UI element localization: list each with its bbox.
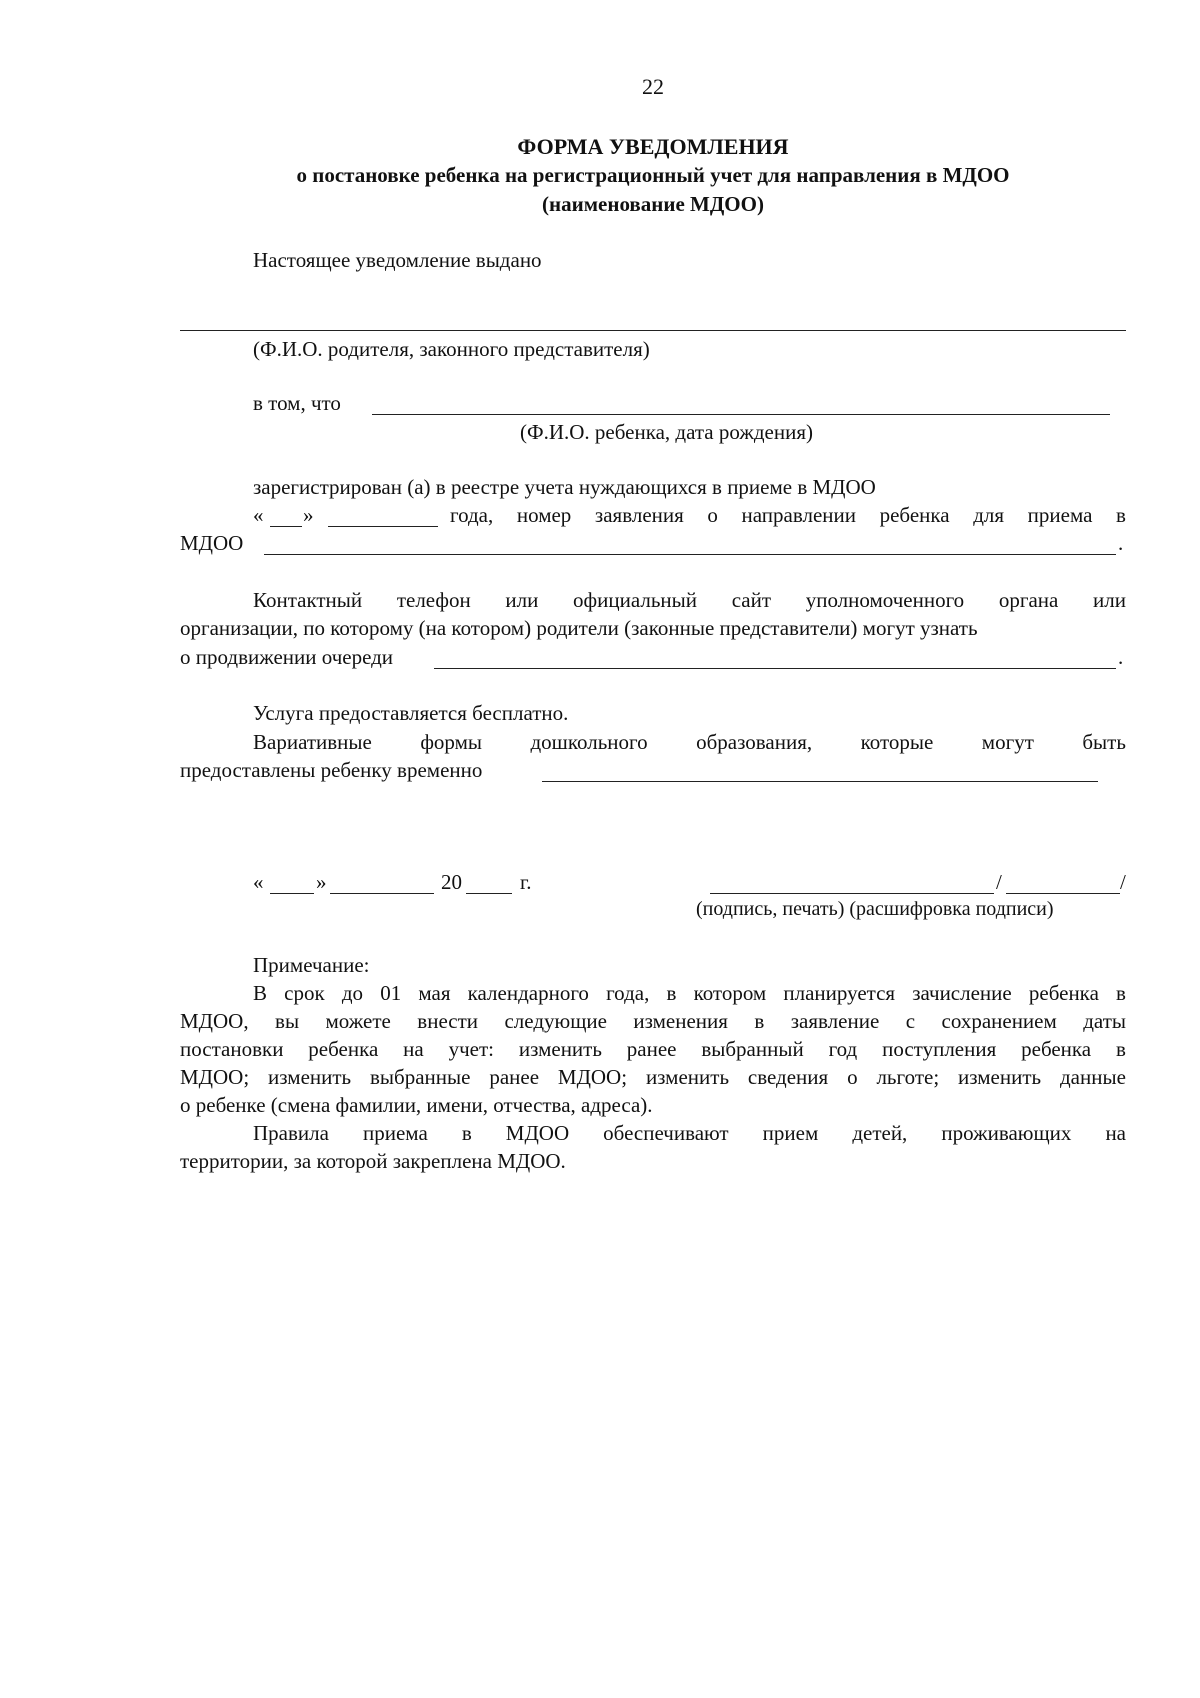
note-para1-line1: В срок до 01 мая календарного года, в котором планируется зачисление ребенка в bbox=[253, 981, 1126, 1005]
child-prefix: в том, что bbox=[253, 391, 341, 415]
parent-name-caption: (Ф.И.О. родителя, законного представителя) bbox=[253, 337, 650, 361]
date-year-prefix: 20 bbox=[441, 870, 462, 894]
reg-quote-open: « bbox=[253, 503, 264, 527]
note-heading: Примечание: bbox=[253, 953, 370, 977]
parent-name-field[interactable] bbox=[180, 330, 1126, 331]
date-quote-close: » bbox=[316, 870, 327, 894]
issued-to-label: Настоящее уведомление выдано bbox=[253, 248, 542, 272]
reg-mdoo-label: МДОО bbox=[180, 531, 244, 555]
date-year-suffix: г. bbox=[520, 870, 532, 894]
contact-queue-label: о продвижении очереди bbox=[180, 645, 394, 669]
service-free: Услуга предоставляется бесплатно. bbox=[253, 701, 569, 725]
variative-forms-field[interactable] bbox=[542, 781, 1098, 782]
signature-caption: (подпись, печать) (расшифровка подписи) bbox=[696, 898, 1054, 920]
signature-field[interactable] bbox=[710, 893, 994, 894]
date-month-field[interactable] bbox=[330, 893, 434, 894]
signature-slash-1: / bbox=[996, 870, 1002, 894]
signature-decoding-field[interactable] bbox=[1006, 893, 1120, 894]
reg-quote-close: » bbox=[303, 503, 314, 527]
contact-field[interactable] bbox=[434, 668, 1116, 669]
date-quote-open: « bbox=[253, 870, 264, 894]
child-name-caption: (Ф.И.О. ребенка, дата рождения) bbox=[520, 420, 813, 444]
note-para2-line1: Правила приема в МДОО обеспечивают прием детей, проживающих на bbox=[253, 1121, 1126, 1145]
variative-line-1: Вариативные формы дошкольного образования, которые могут быть bbox=[253, 730, 1126, 754]
registration-line: зарегистрирован (а) в реестре учета нуждающихся в приеме в МДОО bbox=[253, 475, 876, 499]
reg-month-field[interactable] bbox=[328, 526, 438, 527]
contact-line-2: организации, по которому (на котором) родители (законные представители) могут узнать bbox=[180, 616, 978, 640]
form-title: ФОРМА УВЕДОМЛЕНИЯ bbox=[517, 134, 789, 159]
reg-day-field[interactable] bbox=[270, 526, 302, 527]
signature-slash-2: / bbox=[1120, 870, 1126, 894]
reg-period: . bbox=[1118, 531, 1124, 555]
child-name-field[interactable] bbox=[372, 414, 1110, 415]
contact-period: . bbox=[1118, 645, 1124, 669]
note-para1-line2: МДОО, вы можете внести следующие изменения в заявление с сохранением даты bbox=[180, 1009, 1126, 1033]
date-day-field[interactable] bbox=[270, 893, 314, 894]
note-para1-line3: постановки ребенка на учет: изменить ранее выбранный год поступления ребенка в bbox=[180, 1037, 1126, 1061]
form-subtitle: о постановке ребенка на регистрационный учет для направления в МДОО bbox=[296, 163, 1010, 187]
registration-number-line: года, номер заявления о направлении ребенка для приема в bbox=[450, 503, 1126, 527]
contact-line-1: Контактный телефон или официальный сайт уполномоченного органа или bbox=[253, 588, 1126, 612]
application-number-field[interactable] bbox=[264, 554, 1116, 555]
note-para1-last: о ребенке (смена фамилии, имени, отчества, адреса). bbox=[180, 1093, 653, 1117]
page-number: 22 bbox=[642, 74, 664, 99]
variative-line-2: предоставлены ребенку временно bbox=[180, 758, 483, 782]
note-para2-last: территории, за которой закреплена МДОО. bbox=[180, 1149, 566, 1173]
form-subtitle-name: (наименование МДОО) bbox=[542, 192, 764, 216]
note-para1-line4: МДОО; изменить выбранные ранее МДОО; изменить сведения о льготе; изменить данные bbox=[180, 1065, 1126, 1089]
date-year-field[interactable] bbox=[466, 893, 512, 894]
